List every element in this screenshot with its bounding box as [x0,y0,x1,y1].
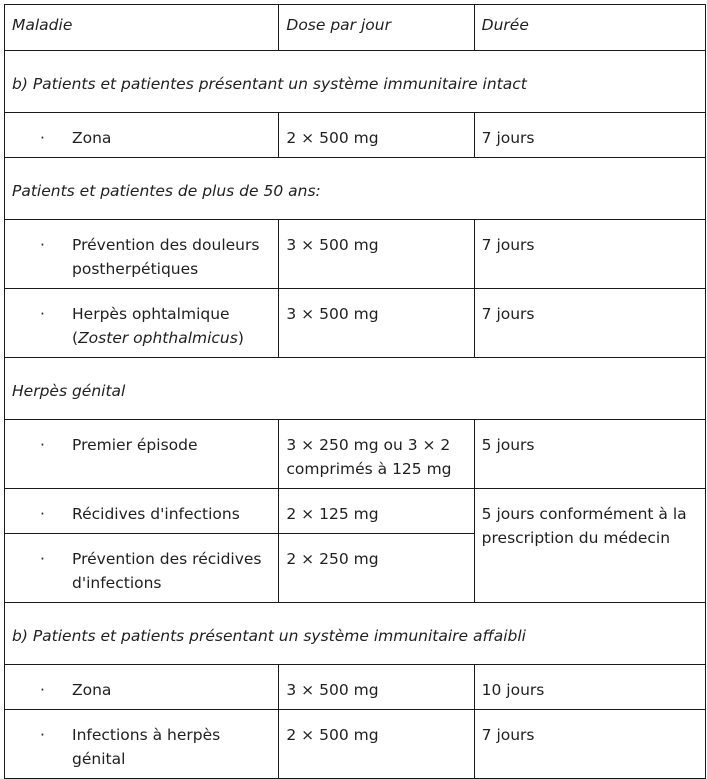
disease-cell [5,710,279,779]
dose-text: 2 × 500 mg [286,129,379,147]
disease-text: Premier épisode [72,436,198,454]
dose-text: 2 × 125 mg [286,505,379,523]
duration-text: 7 jours [481,236,535,254]
disease-text-part: Herpès ophtalmique ( [72,305,230,347]
disease-text: Prévention des douleurs postherpétiques [72,236,260,278]
table-row [5,420,706,489]
disease-text: Récidives d'infections [72,505,240,523]
header-cell [279,5,474,51]
duration-cell [474,220,705,289]
table-row [5,710,706,779]
header-cell [474,5,705,51]
disease-text: Zona [72,681,112,699]
table-row [5,113,706,158]
table-header-row [5,5,706,51]
section-cell [5,51,706,113]
table-row [5,489,706,534]
header-maladie: Maladie [12,16,73,34]
disease-text: Infections à herpès génital [72,726,221,768]
duration-cell [474,710,705,779]
disease-cell [5,489,279,534]
section-title-over50: Patients et patientes de plus de 50 ans: [12,182,321,200]
disease-cell [5,113,279,158]
duration-cell [474,289,705,358]
bullet: · [40,129,45,147]
section-title-weak: b) Patients et patients présentant un système immunitaire affaibli [12,627,526,645]
duration-cell [474,420,705,489]
disease-cell [5,289,279,358]
section-cell [5,603,706,665]
table-row [5,665,706,710]
header-cell [5,5,279,51]
duration-cell [474,665,705,710]
section-cell [5,358,706,420]
disease-cell [5,220,279,289]
duration-text: 5 jours [481,436,535,454]
dose-text: 3 × 500 mg [286,681,379,699]
disease-text [72,302,272,350]
section-title-intact: b) Patients et patientes présentant un système immunitaire intact [12,75,527,93]
table-row [5,220,706,289]
disease-cell [5,534,279,603]
disease-text: Prévention des récidives d'infections [72,550,262,592]
section-cell [5,158,706,220]
duration-cell [474,489,705,603]
dose-text: 3 × 250 mg ou 3 × 2 comprimés à 125 mg [286,436,452,478]
dose-text: 2 × 500 mg [286,726,379,744]
duration-text: 5 jours conformément à la prescription du médecin [481,505,687,547]
table-row [5,289,706,358]
bullet: · [40,681,45,699]
dose-cell [279,710,474,779]
disease-text-part: ) [237,329,244,347]
section-title-genital: Herpès génital [12,382,126,400]
disease-cell [5,665,279,710]
duration-cell [474,113,705,158]
dose-text: 3 × 500 mg [286,305,379,323]
dose-cell [279,420,474,489]
dose-text: 2 × 250 mg [286,550,379,568]
dosage-table [4,4,706,779]
section-row [5,158,706,220]
bullet: · [40,550,45,568]
header-dose: Dose par jour [286,16,391,34]
bullet: · [40,436,45,454]
header-duree: Durée [481,16,529,34]
duration-text: 7 jours [481,726,535,744]
bullet: · [40,305,45,323]
duration-text: 7 jours [481,129,535,147]
disease-cell [5,420,279,489]
section-row [5,603,706,665]
dose-cell [279,113,474,158]
bullet: · [40,236,45,254]
dose-cell [279,289,474,358]
dose-cell [279,220,474,289]
bullet: · [40,726,45,744]
dose-text: 3 × 500 mg [286,236,379,254]
disease-latin-name: Zoster ophthalmicus [78,329,238,347]
section-row [5,51,706,113]
dose-cell [279,534,474,603]
dose-cell [279,665,474,710]
duration-text: 10 jours [481,681,545,699]
bullet: · [40,505,45,523]
duration-text: 7 jours [481,305,535,323]
dose-cell [279,489,474,534]
disease-text: Zona [72,129,112,147]
section-row [5,358,706,420]
